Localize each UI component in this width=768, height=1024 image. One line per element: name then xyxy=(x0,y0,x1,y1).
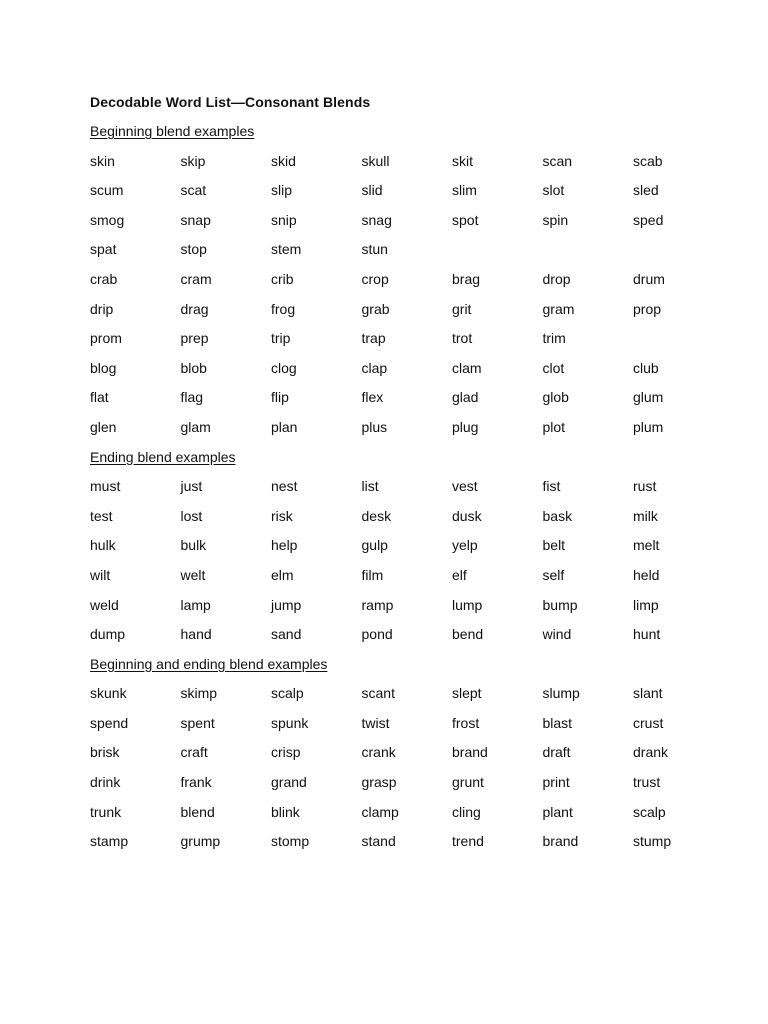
word-cell: draft xyxy=(542,744,571,761)
word-cell: film xyxy=(361,566,384,583)
word-cell: trend xyxy=(452,833,484,850)
word-cell: bulk xyxy=(180,537,207,554)
word-cell: snip xyxy=(271,211,297,228)
word-cell: desk xyxy=(361,507,392,524)
word-row xyxy=(90,831,768,861)
word-row xyxy=(90,328,768,358)
word-cell: slant xyxy=(633,685,663,702)
word-cell: twist xyxy=(361,714,390,731)
word-cell: grab xyxy=(361,300,390,317)
word-cell: crab xyxy=(90,270,118,287)
word-cell: gulp xyxy=(361,537,388,554)
word-cell: brand xyxy=(542,833,579,850)
word-cell: trunk xyxy=(90,803,122,820)
word-cell: weld xyxy=(90,596,119,613)
word-row xyxy=(90,210,768,240)
word-row xyxy=(90,299,768,329)
word-cell: dusk xyxy=(452,507,482,524)
word-cell: sped xyxy=(633,211,664,228)
word-cell: pond xyxy=(361,626,393,643)
word-cell: bend xyxy=(452,626,484,643)
word-cell: skin xyxy=(90,152,115,169)
word-cell: glen xyxy=(90,418,117,435)
word-cell: prom xyxy=(90,330,122,347)
word-cell: prop xyxy=(633,300,662,317)
word-cell: spat xyxy=(90,241,117,258)
section-heading: Beginning blend examples xyxy=(90,123,255,139)
word-cell: brag xyxy=(452,270,481,287)
word-cell: help xyxy=(271,537,298,554)
word-list-section xyxy=(90,121,768,447)
word-cell: bump xyxy=(542,596,578,613)
word-cell: stop xyxy=(180,241,207,258)
word-row xyxy=(90,387,768,417)
word-cell: wilt xyxy=(90,566,111,583)
word-cell: print xyxy=(542,774,570,791)
word-cell xyxy=(633,328,724,358)
word-cell: milk xyxy=(633,507,658,524)
word-cell: craft xyxy=(180,744,208,761)
word-cell: drum xyxy=(633,270,665,287)
word-cell: grit xyxy=(452,300,472,317)
word-cell: crib xyxy=(271,270,294,287)
word-cell: frog xyxy=(271,300,296,317)
word-cell: drink xyxy=(90,774,121,791)
word-cell: belt xyxy=(542,537,566,554)
word-cell: grand xyxy=(271,774,307,791)
word-cell: slid xyxy=(361,182,383,199)
word-cell: elm xyxy=(271,566,294,583)
word-cell: stem xyxy=(271,241,302,258)
word-list-section xyxy=(90,654,768,861)
word-cell: scab xyxy=(633,152,663,169)
word-cell: scant xyxy=(361,685,395,702)
word-cell: spot xyxy=(452,211,479,228)
word-cell: plan xyxy=(271,418,298,435)
word-cell: risk xyxy=(271,507,293,524)
word-cell: held xyxy=(633,566,660,583)
word-row xyxy=(90,683,768,713)
word-cell: rust xyxy=(633,478,657,495)
word-cell: stun xyxy=(361,241,388,258)
word-row xyxy=(90,239,768,269)
word-cell: flag xyxy=(180,389,204,406)
word-cell: plant xyxy=(542,803,573,820)
word-cell: skit xyxy=(452,152,473,169)
word-cell: stamp xyxy=(90,833,129,850)
word-cell: slot xyxy=(542,182,565,199)
word-row xyxy=(90,269,768,299)
word-list-sections xyxy=(90,121,768,861)
word-cell: stand xyxy=(361,833,396,850)
word-cell: lost xyxy=(180,507,203,524)
section-heading: Ending blend examples xyxy=(90,448,236,465)
word-cell: limp xyxy=(633,596,659,613)
word-cell: trim xyxy=(542,330,566,347)
word-cell: welt xyxy=(180,566,206,583)
word-cell: blink xyxy=(271,803,300,820)
word-cell: slump xyxy=(542,685,580,702)
word-cell: just xyxy=(180,478,203,495)
word-cell: scat xyxy=(180,182,207,199)
word-cell: drop xyxy=(542,270,571,287)
word-cell: slip xyxy=(271,182,293,199)
word-row xyxy=(90,151,768,181)
word-cell: scalp xyxy=(633,803,666,820)
word-cell: trot xyxy=(452,330,473,347)
word-cell: self xyxy=(542,566,565,583)
word-cell: glam xyxy=(180,418,211,435)
word-cell: blob xyxy=(180,359,207,376)
word-cell: clog xyxy=(271,359,297,376)
word-cell: cling xyxy=(452,803,481,820)
word-cell: nest xyxy=(271,478,298,495)
word-row xyxy=(90,713,768,743)
word-row xyxy=(90,417,768,447)
word-cell xyxy=(543,239,634,269)
word-cell: dump xyxy=(90,626,126,643)
word-cell: list xyxy=(361,478,379,495)
word-cell: brand xyxy=(452,744,488,761)
word-cell: bask xyxy=(542,507,573,524)
word-cell: clap xyxy=(361,359,388,376)
word-cell: skip xyxy=(180,152,206,169)
word-row xyxy=(90,565,768,595)
word-cell: flat xyxy=(90,389,109,406)
word-cell: clamp xyxy=(361,803,399,820)
word-cell: crisp xyxy=(271,744,301,761)
word-cell: trip xyxy=(271,330,291,347)
word-cell: flip xyxy=(271,389,289,406)
word-cell: ramp xyxy=(361,596,394,613)
word-cell: hand xyxy=(180,626,212,643)
word-cell: stump xyxy=(633,833,672,850)
word-cell: sand xyxy=(271,626,302,643)
word-cell: frost xyxy=(452,714,480,731)
word-list-section xyxy=(90,447,768,654)
word-cell: smog xyxy=(90,211,125,228)
word-cell: slim xyxy=(452,182,477,199)
word-cell xyxy=(452,239,543,269)
word-cell: glad xyxy=(452,389,479,406)
word-cell: sled xyxy=(633,182,659,199)
word-cell: crust xyxy=(633,714,664,731)
word-cell: blog xyxy=(90,359,117,376)
word-cell: scan xyxy=(542,152,573,169)
word-cell: spent xyxy=(180,714,215,731)
word-cell: plot xyxy=(542,418,566,435)
word-cell: blend xyxy=(180,803,215,820)
word-cell: scalp xyxy=(271,685,304,702)
word-cell: clot xyxy=(542,359,565,376)
word-row xyxy=(90,742,768,772)
word-cell: skid xyxy=(271,152,296,169)
word-cell: trap xyxy=(361,330,386,347)
word-cell: blast xyxy=(542,714,573,731)
word-cell: melt xyxy=(633,537,660,554)
word-row xyxy=(90,358,768,388)
word-cell: club xyxy=(633,359,659,376)
word-cell: skimp xyxy=(180,685,218,702)
word-cell: prep xyxy=(180,330,209,347)
section-heading: Beginning and ending blend examples xyxy=(90,655,328,672)
word-cell: crank xyxy=(361,744,396,761)
word-cell: drag xyxy=(180,300,209,317)
word-cell: yelp xyxy=(452,537,478,554)
word-cell: snag xyxy=(361,211,392,228)
word-cell: plum xyxy=(633,418,664,435)
word-row xyxy=(90,476,768,506)
word-row xyxy=(90,772,768,802)
word-cell: spend xyxy=(90,714,129,731)
word-cell: drip xyxy=(90,300,114,317)
word-cell: stomp xyxy=(271,833,310,850)
word-cell: flex xyxy=(361,389,384,406)
word-cell: spunk xyxy=(271,714,309,731)
word-cell: grump xyxy=(180,833,221,850)
word-cell: grasp xyxy=(361,774,397,791)
word-cell: lamp xyxy=(180,596,211,613)
word-cell: slept xyxy=(452,685,482,702)
word-cell: test xyxy=(90,507,113,524)
word-cell: must xyxy=(90,478,121,495)
word-row xyxy=(90,624,768,654)
word-cell: trust xyxy=(633,774,661,791)
word-cell: glum xyxy=(633,389,664,406)
word-row xyxy=(90,180,768,210)
word-cell: plus xyxy=(361,418,388,435)
word-cell: vest xyxy=(452,478,478,495)
word-cell: snap xyxy=(180,211,211,228)
document-title: Decodable Word List—Consonant Blends xyxy=(90,94,371,110)
word-cell: crop xyxy=(361,270,389,287)
word-cell: glob xyxy=(542,389,569,406)
word-cell: plug xyxy=(452,418,479,435)
word-cell: elf xyxy=(452,566,467,583)
word-cell: spin xyxy=(542,211,569,228)
word-row xyxy=(90,506,768,536)
word-row xyxy=(90,595,768,625)
word-cell: lump xyxy=(452,596,483,613)
word-cell: skunk xyxy=(90,685,127,702)
word-cell: brisk xyxy=(90,744,120,761)
word-cell: scum xyxy=(90,182,124,199)
word-cell: drank xyxy=(633,744,669,761)
word-row xyxy=(90,535,768,565)
word-cell: clam xyxy=(452,359,482,376)
word-cell: cram xyxy=(180,270,212,287)
word-cell xyxy=(633,239,724,269)
word-cell: hulk xyxy=(90,537,116,554)
word-cell: skull xyxy=(361,152,390,169)
word-cell: frank xyxy=(180,774,212,791)
word-row xyxy=(90,802,768,832)
word-cell: wind xyxy=(542,626,572,643)
word-cell: jump xyxy=(271,596,302,613)
word-cell: grunt xyxy=(452,774,484,791)
word-cell: fist xyxy=(542,478,561,495)
word-cell: hunt xyxy=(633,626,661,643)
word-cell: gram xyxy=(542,300,575,317)
